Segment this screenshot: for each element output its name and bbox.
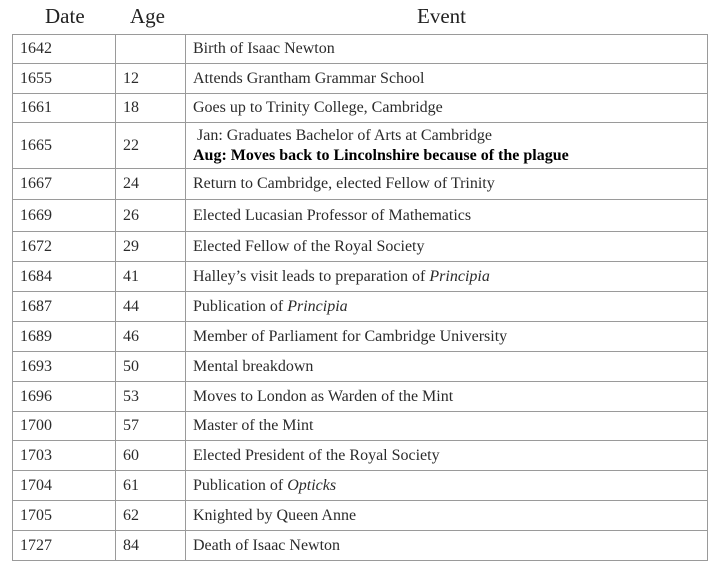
table-row [13,200,708,232]
date-cell: 1667 [13,169,116,200]
date-cell: 1693 [13,352,116,382]
date-cell: 1655 [13,64,116,94]
event-text: Publication of [193,297,288,315]
date-cell: 1696 [13,382,116,412]
event-text: Halley’s visit leads to preparation of [193,267,430,285]
event-cell: Moves to London as Warden of the Mint [186,382,708,412]
event-cell: Death of Isaac Newton [186,531,708,561]
age-cell: 29 [116,232,186,262]
age-cell: 12 [116,64,186,94]
date-cell: 1642 [13,35,116,64]
event-cell: Elected Lucasian Professor of Mathematics [186,200,708,232]
table-row [13,501,708,531]
event-cell: Member of Parliament for Cambridge University [186,322,708,352]
date-cell: 1705 [13,501,116,531]
age-cell: 44 [116,292,186,322]
age-cell: 61 [116,471,186,501]
age-cell: 60 [116,441,186,471]
event-italic-title: Principia [287,297,348,315]
date-cell: 1704 [13,471,116,501]
table-row [13,232,708,262]
event-cell: Elected President of the Royal Society [186,441,708,471]
table-row [13,382,708,412]
date-cell: 1687 [13,292,116,322]
table-row [13,169,708,200]
age-column-header: Age [130,4,165,28]
event-cell: Elected Fellow of the Royal Society [186,232,708,262]
age-cell: 18 [116,94,186,123]
age-cell: 24 [116,169,186,200]
date-cell: 1672 [13,232,116,262]
date-cell: 1700 [13,412,116,441]
event-cell: Return to Cambridge, elected Fellow of Trinity [186,169,708,200]
event-cell [186,292,708,322]
table-row [13,531,708,561]
table-row [13,441,708,471]
date-cell: 1665 [13,123,116,169]
event-cell [186,123,708,169]
date-column-header: Date [45,4,85,28]
event-column-header: Event [417,4,466,28]
age-cell: 50 [116,352,186,382]
table-row [13,322,708,352]
table-row [13,471,708,501]
age-cell: 22 [116,123,186,169]
age-cell: 46 [116,322,186,352]
date-cell: 1703 [13,441,116,471]
event-text: Publication of [193,476,288,494]
event-line-jan: Jan: Graduates Bachelor of Arts at Cambridge [197,126,493,144]
age-cell: 41 [116,262,186,292]
table-row [13,94,708,123]
date-cell: 1661 [13,94,116,123]
date-cell: 1727 [13,531,116,561]
table-row [13,352,708,382]
table-row [13,123,708,169]
newton-timeline-table [12,34,708,561]
event-cell: Knighted by Queen Anne [186,501,708,531]
date-cell: 1684 [13,262,116,292]
event-cell: Mental breakdown [186,352,708,382]
table-row [13,64,708,94]
table-row [13,35,708,64]
event-cell: Master of the Mint [186,412,708,441]
age-cell [116,35,186,64]
event-italic-title: Opticks [287,476,337,494]
age-cell: 62 [116,501,186,531]
event-cell: Attends Grantham Grammar School [186,64,708,94]
event-italic-title: Principia [429,267,490,285]
event-line-aug: Aug: Moves back to Lincolnshire because of the plague [193,146,569,164]
event-cell: Birth of Isaac Newton [186,35,708,64]
age-cell: 26 [116,200,186,232]
age-cell: 53 [116,382,186,412]
table-row [13,292,708,322]
table-header [0,0,720,34]
event-cell: Goes up to Trinity College, Cambridge [186,94,708,123]
event-cell [186,262,708,292]
age-cell: 84 [116,531,186,561]
age-cell: 57 [116,412,186,441]
event-cell [186,471,708,501]
table-row [13,262,708,292]
table-row [13,412,708,441]
date-cell: 1689 [13,322,116,352]
date-cell: 1669 [13,200,116,232]
